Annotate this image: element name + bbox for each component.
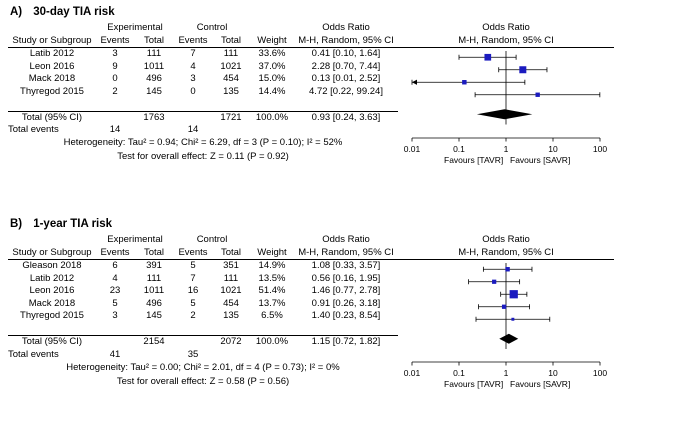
panel-b-table [8, 234, 614, 389]
row-events-exp: 3 [112, 310, 118, 321]
row-or-ci: 0.41 [0.10, 1.64] [311, 48, 381, 59]
axis-tick-label: 10 [548, 368, 558, 378]
forest-axis-a [398, 137, 614, 165]
row-study: Leon 2016 [29, 60, 75, 72]
row-study: Mack 2018 [28, 73, 76, 84]
col-study: Study or Subgroup [8, 247, 96, 260]
row-or-ci: 1.40 [0.23, 8.54] [311, 310, 381, 321]
total-events-ctrl: 14 [187, 124, 199, 135]
row-total-exp: 496 [146, 73, 162, 84]
col-or-ci: M-H, Random, 95% CI [294, 35, 398, 48]
row-events-ctrl: 4 [190, 60, 196, 72]
group-experimental: Experimental [107, 234, 163, 245]
row-weight: 14.9% [258, 260, 286, 271]
row-total-ctrl: 454 [223, 297, 239, 309]
row-total-ctrl: 454 [223, 73, 239, 84]
row-study: Gleason 2018 [22, 260, 82, 271]
row-events-exp: 5 [112, 297, 118, 309]
row-study: Latib 2012 [29, 272, 75, 284]
overall-effect-text: Test for overall effect: Z = 0.11 (P = 0.92) [117, 151, 289, 163]
forest-plot-a [398, 51, 614, 133]
col-or-ci: M-H, Random, 95% CI [294, 247, 398, 260]
panel-a-label: A) [10, 6, 23, 18]
total-events-exp: 41 [109, 348, 121, 360]
heterogeneity-row [8, 137, 614, 151]
column-header-row [8, 35, 614, 48]
total-weight: 100.0% [255, 111, 289, 123]
row-total-exp: 391 [146, 260, 162, 271]
row-weight: 33.6% [258, 48, 286, 59]
row-total-ctrl: 135 [223, 310, 239, 321]
col-weight: Weight [250, 35, 294, 48]
col-plot-ci: M-H, Random, 95% CI [398, 247, 614, 260]
row-events-exp: 9 [112, 60, 118, 72]
row-study: Thyregod 2015 [20, 85, 84, 97]
row-total-exp: 145 [146, 85, 162, 97]
axis-tick-label: 1 [503, 368, 509, 378]
row-weight: 14.4% [258, 85, 286, 97]
row-study: Thyregod 2015 [20, 310, 84, 321]
row-events-exp: 3 [112, 48, 118, 59]
favours-right-label: Favours [SAVR] [510, 154, 571, 165]
group-experimental: Experimental [107, 22, 163, 33]
col-events-ctrl: Events [174, 247, 212, 260]
axis-tick-label: 0.1 [453, 143, 465, 154]
panel-b [0, 218, 685, 389]
row-events-ctrl: 5 [190, 260, 196, 271]
total-ctrl: 2072 [220, 336, 242, 347]
total-ctrl: 1721 [220, 111, 242, 123]
row-total-exp: 111 [146, 272, 162, 284]
row-weight: 15.0% [258, 73, 286, 84]
axis-area-b [398, 361, 614, 389]
row-or-ci: 0.13 [0.01, 2.52] [311, 73, 381, 84]
panel-a-table [8, 22, 614, 165]
forest-plot-area-a [398, 48, 614, 137]
group-header-row [8, 234, 614, 247]
forest-svg [398, 51, 614, 133]
total-events-exp: 14 [109, 124, 121, 135]
panel-b-title [0, 218, 685, 230]
panel-b-title-text: 1-year TIA risk [33, 218, 113, 230]
forest-plot-area-b [398, 260, 614, 362]
group-control: Control [196, 234, 228, 245]
row-total-ctrl: 111 [223, 272, 239, 284]
axis-tick-label: 0.01 [403, 143, 421, 154]
col-plot-ci: M-H, Random, 95% CI [398, 35, 614, 48]
row-study: Latib 2012 [29, 48, 75, 59]
axis-tick-label: 100 [592, 143, 608, 154]
total-exp: 2154 [143, 336, 165, 347]
total-label: Total (95% CI) [21, 336, 83, 347]
total-events-label: Total events [8, 348, 59, 360]
row-or-ci: 1.46 [0.77, 2.78] [311, 285, 381, 296]
panel-a [0, 6, 685, 165]
forest-plot-b [398, 263, 614, 358]
row-total-exp: 1011 [143, 60, 165, 72]
panel-a-title [0, 6, 685, 18]
panel-a-title-text: 30-day TIA risk [33, 6, 115, 18]
row-total-exp: 145 [146, 310, 162, 321]
group-header-row [8, 22, 614, 35]
table-row [8, 48, 614, 61]
col-total-ctrl: Total [212, 247, 250, 260]
heterogeneity-text: Heterogeneity: Tau² = 0.00; Chi² = 2.01, df = 4 (P = 0.73); I² = 0% [66, 361, 340, 373]
row-weight: 51.4% [258, 285, 286, 296]
group-control: Control [196, 22, 228, 33]
row-events-ctrl: 2 [190, 310, 196, 321]
row-or-ci: 2.28 [0.70, 7.44] [311, 60, 381, 72]
row-events-exp: 2 [112, 85, 118, 97]
group-or-plot: Odds Ratio [482, 234, 530, 245]
col-weight: Weight [250, 247, 294, 260]
row-events-ctrl: 7 [190, 48, 196, 59]
row-weight: 13.5% [258, 272, 286, 284]
panel-b-label: B) [10, 218, 23, 230]
row-weight: 13.7% [258, 297, 286, 309]
forest-svg [398, 263, 614, 358]
row-total-ctrl: 111 [223, 48, 239, 59]
row-weight: 37.0% [258, 60, 286, 72]
row-or-ci: 0.56 [0.16, 1.95] [311, 272, 381, 284]
row-events-ctrl: 16 [187, 285, 199, 296]
row-events-exp: 6 [112, 260, 118, 271]
row-total-ctrl: 351 [223, 260, 239, 271]
row-events-exp: 23 [109, 285, 121, 296]
axis-tick-label: 10 [548, 143, 558, 154]
total-or-ci: 0.93 [0.24, 3.63] [311, 111, 381, 123]
axis-area-a [398, 137, 614, 165]
axis-tick-label: 0.1 [453, 368, 465, 378]
column-header-row [8, 247, 614, 260]
row-events-ctrl: 0 [190, 85, 196, 97]
col-total-exp: Total [134, 35, 174, 48]
favours-left-label: Favours [TAVR] [444, 379, 504, 389]
total-weight: 100.0% [255, 336, 289, 347]
row-total-exp: 496 [146, 297, 162, 309]
row-total-exp: 1011 [143, 285, 165, 296]
row-events-ctrl: 3 [190, 73, 196, 84]
group-or-text: Odds Ratio [322, 22, 370, 33]
table-row [8, 260, 614, 273]
forest-axis-b [398, 361, 614, 389]
col-total-exp: Total [134, 247, 174, 260]
row-or-ci: 1.08 [0.33, 3.57] [311, 260, 381, 271]
axis-tick-label: 0.01 [403, 368, 421, 378]
group-or-text: Odds Ratio [322, 234, 370, 245]
col-events-ctrl: Events [174, 35, 212, 48]
total-events-label: Total events [8, 124, 59, 135]
row-events-exp: 4 [112, 272, 118, 284]
row-study: Leon 2016 [29, 285, 75, 296]
heterogeneity-row [8, 361, 614, 375]
col-total-ctrl: Total [212, 35, 250, 48]
row-total-exp: 111 [146, 48, 162, 59]
row-total-ctrl: 135 [223, 85, 239, 97]
row-events-exp: 0 [112, 73, 118, 84]
favours-right-label: Favours [SAVR] [510, 379, 571, 389]
row-events-ctrl: 7 [190, 272, 196, 284]
col-events-exp: Events [96, 247, 134, 260]
total-or-ci: 1.15 [0.72, 1.82] [311, 336, 381, 347]
row-or-ci: 4.72 [0.22, 99.24] [309, 85, 383, 97]
overall-effect-text: Test for overall effect: Z = 0.58 (P = 0.56) [116, 375, 290, 387]
row-or-ci: 0.91 [0.26, 3.18] [311, 297, 381, 309]
row-events-ctrl: 5 [190, 297, 196, 309]
row-weight: 6.5% [261, 310, 283, 321]
total-label: Total (95% CI) [21, 111, 83, 123]
row-study: Mack 2018 [28, 297, 76, 309]
total-exp: 1763 [143, 111, 165, 123]
heterogeneity-text: Heterogeneity: Tau² = 0.94; Chi² = 6.29, df = 3 (P = 0.10); I² = 52% [63, 137, 343, 149]
col-study: Study or Subgroup [8, 35, 96, 48]
axis-tick-label: 100 [592, 368, 608, 378]
col-events-exp: Events [96, 35, 134, 48]
total-events-ctrl: 35 [187, 348, 199, 360]
group-or-plot: Odds Ratio [482, 22, 530, 33]
row-total-ctrl: 1021 [220, 60, 242, 72]
row-total-ctrl: 1021 [220, 285, 242, 296]
axis-tick-label: 1 [503, 143, 509, 154]
favours-left-label: Favours [TAVR] [444, 154, 504, 165]
